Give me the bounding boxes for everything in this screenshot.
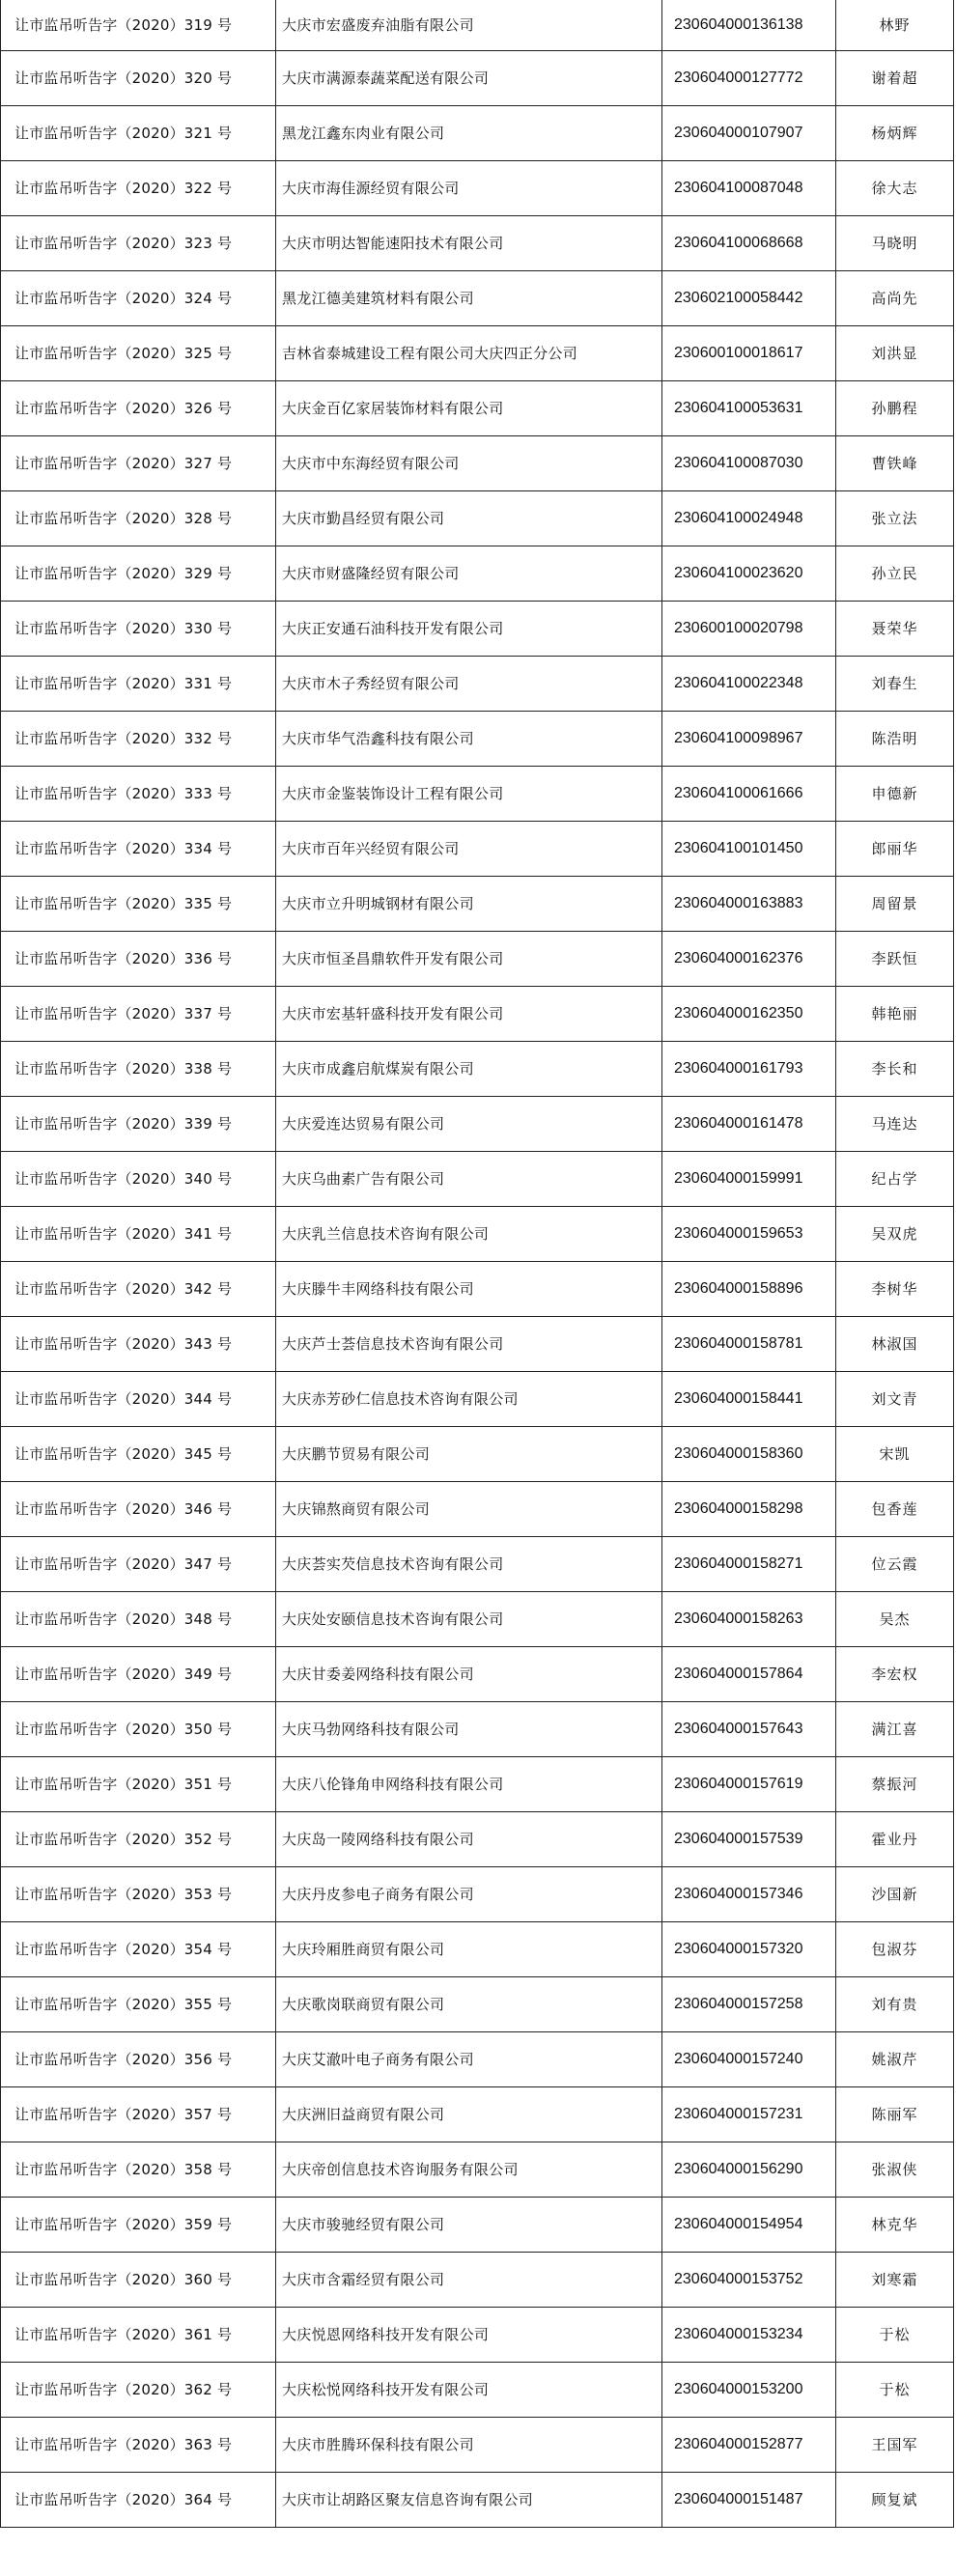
table-body [1,0,954,2528]
legal-representative-cell: 林淑国 [836,1317,954,1372]
table-row [1,1922,954,1977]
legal-representative-cell: 于松 [836,2308,954,2363]
document-number-cell: 让市监吊听告字（2020）342 号 [1,1262,276,1317]
registration-code-cell: 230604000158781 [662,1317,836,1372]
table-row [1,1427,954,1482]
legal-representative-cell: 孙立民 [836,546,954,602]
legal-representative-cell: 张淑侠 [836,2142,954,2198]
document-number-cell: 让市监吊听告字（2020）357 号 [1,2087,276,2142]
company-name-cell: 大庆市成鑫启航煤炭有限公司 [276,1042,662,1097]
legal-representative-cell: 韩艳丽 [836,987,954,1042]
table-row [1,1482,954,1537]
company-name-cell: 大庆艾澈叶电子商务有限公司 [276,2032,662,2087]
registration-code-cell: 230604000152877 [662,2418,836,2473]
legal-representative-cell: 陈浩明 [836,712,954,767]
registration-code-cell: 230604000157346 [662,1867,836,1922]
registration-code-cell: 230604100087030 [662,436,836,491]
document-number-cell: 让市监吊听告字（2020）351 号 [1,1757,276,1812]
registration-code-cell: 230604000107907 [662,106,836,161]
registration-code-cell: 230600100020798 [662,602,836,657]
table-row [1,987,954,1042]
company-name-cell: 大庆市金鉴装饰设计工程有限公司 [276,767,662,822]
company-name-cell: 大庆爱连达贸易有限公司 [276,1097,662,1152]
document-number-cell: 让市监吊听告字（2020）332 号 [1,712,276,767]
registration-code-cell: 230604000158263 [662,1592,836,1647]
legal-representative-cell: 刘寒霜 [836,2253,954,2308]
legal-representative-cell: 谢着超 [836,51,954,106]
legal-representative-cell: 刘文青 [836,1372,954,1427]
document-number-cell: 让市监吊听告字（2020）343 号 [1,1317,276,1372]
table-row [1,2198,954,2253]
table-row [1,1647,954,1702]
registration-code-cell: 230604000156290 [662,2142,836,2198]
registration-code-cell: 230604000157258 [662,1977,836,2032]
registration-code-cell: 230604100053631 [662,381,836,436]
legal-representative-cell: 满江喜 [836,1702,954,1757]
table-row [1,1262,954,1317]
registration-code-cell: 230604000157240 [662,2032,836,2087]
legal-representative-cell: 马晓明 [836,216,954,271]
document-number-cell: 让市监吊听告字（2020）345 号 [1,1427,276,1482]
document-number-cell: 让市监吊听告字（2020）349 号 [1,1647,276,1702]
table-row [1,822,954,877]
legal-representative-cell: 王国军 [836,2418,954,2473]
legal-representative-cell: 李跃恒 [836,932,954,987]
table-row [1,1812,954,1867]
document-number-cell: 让市监吊听告字（2020）348 号 [1,1592,276,1647]
company-name-cell: 大庆市中东海经贸有限公司 [276,436,662,491]
registration-code-cell: 230604000159653 [662,1207,836,1262]
company-name-cell: 大庆市宏基轩盛科技开发有限公司 [276,987,662,1042]
legal-representative-cell: 刘洪显 [836,326,954,381]
document-number-cell: 让市监吊听告字（2020）319 号 [1,0,276,51]
document-number-cell: 让市监吊听告字（2020）350 号 [1,1702,276,1757]
registration-code-cell: 230604100087048 [662,161,836,216]
legal-representative-cell: 包香莲 [836,1482,954,1537]
legal-representative-cell: 包淑芬 [836,1922,954,1977]
registration-code-cell: 230604000153200 [662,2363,836,2418]
registration-code-cell: 230604000154954 [662,2198,836,2253]
table-row [1,1152,954,1207]
table-row [1,1867,954,1922]
document-number-cell: 让市监吊听告字（2020）327 号 [1,436,276,491]
company-name-cell: 大庆市骏驰经贸有限公司 [276,2198,662,2253]
document-number-cell: 让市监吊听告字（2020）336 号 [1,932,276,987]
company-name-cell: 大庆马勃网络科技有限公司 [276,1702,662,1757]
table-row [1,2253,954,2308]
document-number-cell: 让市监吊听告字（2020）328 号 [1,491,276,546]
registration-code-cell: 230604000157619 [662,1757,836,1812]
registration-code-cell: 230604000158298 [662,1482,836,1537]
table-row [1,381,954,436]
company-name-cell: 吉林省泰城建设工程有限公司大庆四正分公司 [276,326,662,381]
document-number-cell: 让市监吊听告字（2020）354 号 [1,1922,276,1977]
registration-code-cell: 230604000153234 [662,2308,836,2363]
company-name-cell: 大庆市满源泰蔬菜配送有限公司 [276,51,662,106]
registration-code-cell: 230604000157539 [662,1812,836,1867]
company-name-cell: 大庆市木子秀经贸有限公司 [276,657,662,712]
legal-representative-cell: 林野 [836,0,954,51]
document-number-cell: 让市监吊听告字（2020）326 号 [1,381,276,436]
table-row [1,2087,954,2142]
company-name-cell: 大庆正安通石油科技开发有限公司 [276,602,662,657]
document-number-cell: 让市监吊听告字（2020）338 号 [1,1042,276,1097]
table-row [1,602,954,657]
document-number-cell: 让市监吊听告字（2020）362 号 [1,2363,276,2418]
registration-code-cell: 230604000136138 [662,0,836,51]
document-number-cell: 让市监吊听告字（2020）335 号 [1,877,276,932]
registration-code-cell: 230602100058442 [662,271,836,326]
registration-code-cell: 230604000159991 [662,1152,836,1207]
table-row [1,271,954,326]
registration-code-cell: 230604100068668 [662,216,836,271]
company-name-cell: 大庆市勤昌经贸有限公司 [276,491,662,546]
table-row [1,657,954,712]
company-name-cell: 大庆处安颐信息技术咨询有限公司 [276,1592,662,1647]
company-name-cell: 大庆岛一陵网络科技有限公司 [276,1812,662,1867]
company-name-cell: 大庆帝创信息技术咨询服务有限公司 [276,2142,662,2198]
table-row [1,2142,954,2198]
table-row [1,326,954,381]
table-row [1,546,954,602]
document-number-cell: 让市监吊听告字（2020）355 号 [1,1977,276,2032]
company-name-cell: 大庆赤芳砂仁信息技术咨询有限公司 [276,1372,662,1427]
registration-code-cell: 230600100018617 [662,326,836,381]
document-number-cell: 让市监吊听告字（2020）337 号 [1,987,276,1042]
legal-representative-cell: 周留景 [836,877,954,932]
registration-code-cell: 230604000157320 [662,1922,836,1977]
legal-representative-cell: 高尚先 [836,271,954,326]
company-name-cell: 大庆市财盛隆经贸有限公司 [276,546,662,602]
registration-code-cell: 230604000157231 [662,2087,836,2142]
table-row [1,1757,954,1812]
registration-code-cell: 230604000127772 [662,51,836,106]
company-name-cell: 大庆松悦网络科技开发有限公司 [276,2363,662,2418]
company-name-cell: 黑龙江德美建筑材料有限公司 [276,271,662,326]
table-row [1,2363,954,2418]
company-name-cell: 大庆市立升明城钢材有限公司 [276,877,662,932]
document-number-cell: 让市监吊听告字（2020）322 号 [1,161,276,216]
company-name-cell: 大庆荟实芡信息技术咨询有限公司 [276,1537,662,1592]
company-name-cell: 大庆金百亿家居装饰材料有限公司 [276,381,662,436]
company-name-cell: 大庆市百年兴经贸有限公司 [276,822,662,877]
table-row [1,161,954,216]
registration-code-cell: 230604100024948 [662,491,836,546]
table-row [1,877,954,932]
document-number-cell: 让市监吊听告字（2020）360 号 [1,2253,276,2308]
company-name-cell: 大庆锦熬商贸有限公司 [276,1482,662,1537]
company-name-cell: 大庆歌岗联商贸有限公司 [276,1977,662,2032]
table-row [1,1372,954,1427]
table-row [1,1537,954,1592]
table-row [1,1097,954,1152]
company-name-cell: 大庆悦恩网络科技开发有限公司 [276,2308,662,2363]
company-name-cell: 大庆乌曲素广告有限公司 [276,1152,662,1207]
table-row [1,712,954,767]
registration-code-cell: 230604000157643 [662,1702,836,1757]
table-row [1,1207,954,1262]
legal-representative-cell: 宋凯 [836,1427,954,1482]
document-number-cell: 让市监吊听告字（2020）361 号 [1,2308,276,2363]
company-name-cell: 大庆滕牛丰网络科技有限公司 [276,1262,662,1317]
legal-representative-cell: 位云霞 [836,1537,954,1592]
table-row [1,1702,954,1757]
company-name-cell: 大庆洲旧益商贸有限公司 [276,2087,662,2142]
table-row [1,2032,954,2087]
registration-code-cell: 230604100023620 [662,546,836,602]
document-number-cell: 让市监吊听告字（2020）347 号 [1,1537,276,1592]
registration-code-cell: 230604000151487 [662,2473,836,2528]
legal-representative-cell: 徐大志 [836,161,954,216]
registration-code-cell: 230604000161793 [662,1042,836,1097]
company-name-cell: 黑龙江鑫东肉业有限公司 [276,106,662,161]
document-number-cell: 让市监吊听告字（2020）325 号 [1,326,276,381]
company-name-cell: 大庆市恒圣昌鼎软件开发有限公司 [276,932,662,987]
table-row [1,2418,954,2473]
company-name-cell: 大庆市明达智能速阳技术有限公司 [276,216,662,271]
legal-representative-cell: 李树华 [836,1262,954,1317]
legal-representative-cell: 聂荣华 [836,602,954,657]
table-row [1,216,954,271]
table-row [1,0,954,51]
document-number-cell: 让市监吊听告字（2020）359 号 [1,2198,276,2253]
table-row [1,1317,954,1372]
registration-code-cell: 230604000162376 [662,932,836,987]
document-number-cell: 让市监吊听告字（2020）344 号 [1,1372,276,1427]
table-row [1,491,954,546]
legal-representative-cell: 李宏权 [836,1647,954,1702]
company-name-cell: 大庆鹏节贸易有限公司 [276,1427,662,1482]
table-row [1,767,954,822]
table-row [1,1592,954,1647]
registration-code-cell: 230604100061666 [662,767,836,822]
table-row [1,51,954,106]
table-row [1,106,954,161]
company-name-cell: 大庆芦士荟信息技术咨询有限公司 [276,1317,662,1372]
registration-code-cell: 230604000157864 [662,1647,836,1702]
legal-representative-cell: 姚淑芹 [836,2032,954,2087]
company-name-cell: 大庆市让胡路区聚友信息咨询有限公司 [276,2473,662,2528]
legal-representative-cell: 蔡振河 [836,1757,954,1812]
company-name-cell: 大庆甘委姜网络科技有限公司 [276,1647,662,1702]
legal-representative-cell: 马连达 [836,1097,954,1152]
table-row [1,1977,954,2032]
legal-representative-cell: 曹铁峰 [836,436,954,491]
document-number-cell: 让市监吊听告字（2020）333 号 [1,767,276,822]
registration-code-cell: 230604000153752 [662,2253,836,2308]
document-number-cell: 让市监吊听告字（2020）323 号 [1,216,276,271]
registration-code-cell: 230604000158441 [662,1372,836,1427]
document-number-cell: 让市监吊听告字（2020）364 号 [1,2473,276,2528]
company-name-cell: 大庆市华气浩鑫科技有限公司 [276,712,662,767]
legal-representative-cell: 申德新 [836,767,954,822]
legal-representative-cell: 陈丽军 [836,2087,954,2142]
legal-representative-cell: 刘春生 [836,657,954,712]
document-number-cell: 让市监吊听告字（2020）352 号 [1,1812,276,1867]
registration-code-cell: 230604000161478 [662,1097,836,1152]
document-number-cell: 让市监吊听告字（2020）356 号 [1,2032,276,2087]
document-number-cell: 让市监吊听告字（2020）341 号 [1,1207,276,1262]
legal-representative-cell: 郎丽华 [836,822,954,877]
legal-representative-cell: 李长和 [836,1042,954,1097]
registration-code-cell: 230604100098967 [662,712,836,767]
registration-code-cell: 230604100022348 [662,657,836,712]
document-number-cell: 让市监吊听告字（2020）339 号 [1,1097,276,1152]
document-number-cell: 让市监吊听告字（2020）363 号 [1,2418,276,2473]
document-number-cell: 让市监吊听告字（2020）320 号 [1,51,276,106]
company-name-cell: 大庆市胜腾环保科技有限公司 [276,2418,662,2473]
document-number-cell: 让市监吊听告字（2020）329 号 [1,546,276,602]
company-name-cell: 大庆市海佳源经贸有限公司 [276,161,662,216]
table-row [1,932,954,987]
document-number-cell: 让市监吊听告字（2020）324 号 [1,271,276,326]
legal-representative-cell: 吴杰 [836,1592,954,1647]
legal-representative-cell: 纪占学 [836,1152,954,1207]
legal-representative-cell: 林克华 [836,2198,954,2253]
company-name-cell: 大庆丹皮参电子商务有限公司 [276,1867,662,1922]
registration-code-cell: 230604100101450 [662,822,836,877]
company-name-cell: 大庆八伦锋角申网络科技有限公司 [276,1757,662,1812]
table-row [1,436,954,491]
registration-code-cell: 230604000158360 [662,1427,836,1482]
legal-representative-cell: 孙鹏程 [836,381,954,436]
legal-representative-cell: 吴双虎 [836,1207,954,1262]
registration-code-cell: 230604000158896 [662,1262,836,1317]
legal-representative-cell: 顾复斌 [836,2473,954,2528]
legal-representative-cell: 张立法 [836,491,954,546]
company-name-cell: 大庆市含霜经贸有限公司 [276,2253,662,2308]
table-row [1,2308,954,2363]
document-number-cell: 让市监吊听告字（2020）340 号 [1,1152,276,1207]
document-number-cell: 让市监吊听告字（2020）331 号 [1,657,276,712]
document-number-cell: 让市监吊听告字（2020）321 号 [1,106,276,161]
legal-representative-cell: 沙国新 [836,1867,954,1922]
document-number-cell: 让市监吊听告字（2020）330 号 [1,602,276,657]
registration-code-cell: 230604000158271 [662,1537,836,1592]
legal-representative-cell: 于松 [836,2363,954,2418]
registration-code-cell: 230604000163883 [662,877,836,932]
legal-representative-cell: 霍业丹 [836,1812,954,1867]
legal-representative-cell: 刘有贵 [836,1977,954,2032]
document-number-cell: 让市监吊听告字（2020）358 号 [1,2142,276,2198]
company-name-cell: 大庆乳兰信息技术咨询有限公司 [276,1207,662,1262]
document-number-cell: 让市监吊听告字（2020）334 号 [1,822,276,877]
document-number-cell: 让市监吊听告字（2020）353 号 [1,1867,276,1922]
company-name-cell: 大庆市宏盛废弃油脂有限公司 [276,0,662,51]
legal-representative-cell: 杨炳辉 [836,106,954,161]
document-number-cell: 让市监吊听告字（2020）346 号 [1,1482,276,1537]
registration-code-cell: 230604000162350 [662,987,836,1042]
company-name-cell: 大庆玲厢胜商贸有限公司 [276,1922,662,1977]
table-row [1,2473,954,2528]
table-row [1,1042,954,1097]
